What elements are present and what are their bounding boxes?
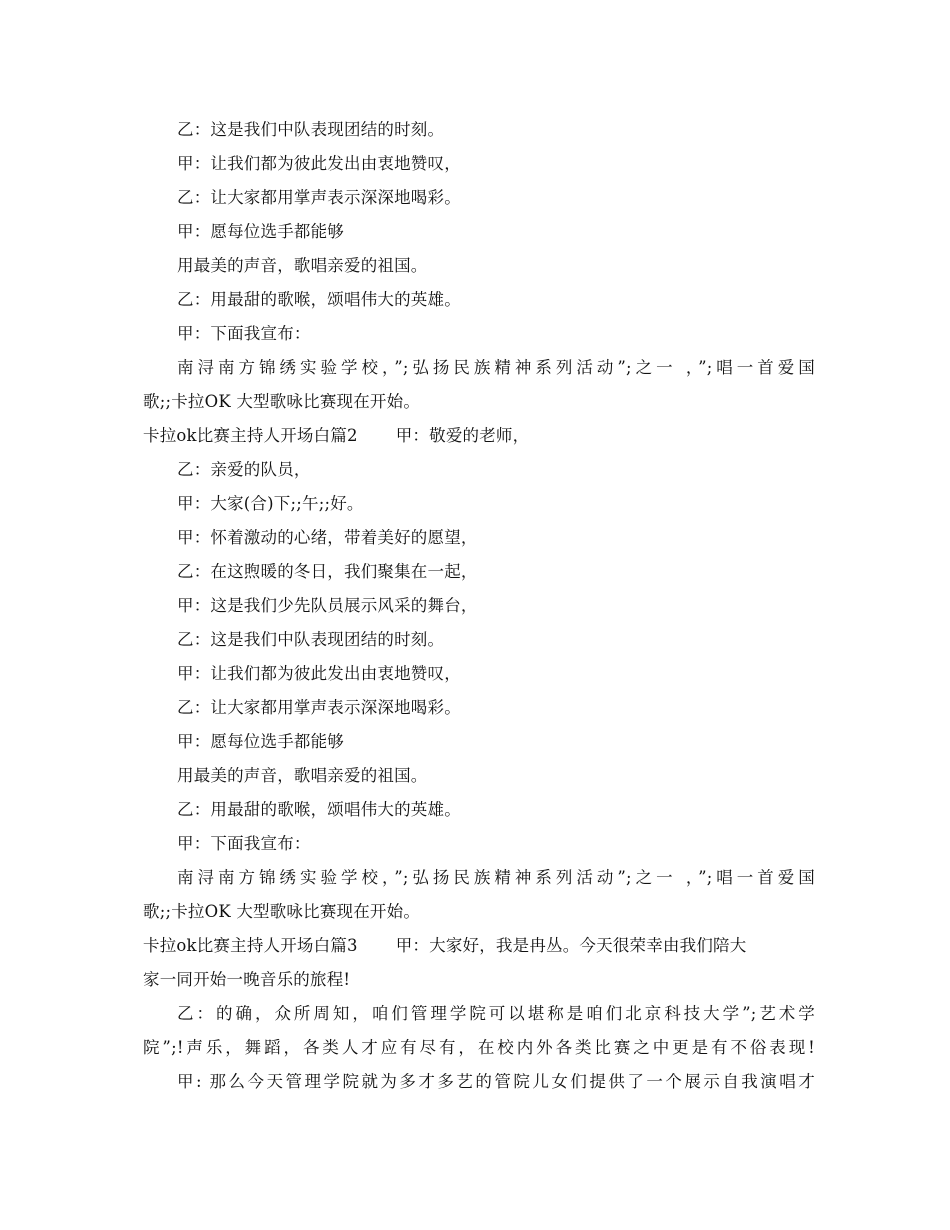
dialogue-line: 甲：怀着激动的心绪，带着美好的愿望， (177, 528, 478, 547)
document-body (143, 113, 815, 1099)
section-heading: 卡拉ok比赛主持人开场白篇3 (143, 936, 358, 955)
dialogue-line: 乙：亲爱的队员， (177, 460, 311, 479)
dialogue-line: 乙：用最甜的歌喉，颂唱伟大的英雄。 (177, 290, 461, 309)
dialogue-line: 甲：让我们都为彼此发出由衷地赞叹， (177, 154, 461, 173)
dialogue-line: 乙：让大家都用掌声表示深深地喝彩。 (177, 188, 461, 207)
section-heading-row (143, 929, 815, 963)
section-heading: 卡拉ok比赛主持人开场白篇2 (143, 426, 358, 445)
dialogue-line-continued: 家一同开始一晚音乐的旅程! (143, 970, 351, 989)
dialogue-line: 用最美的声音，歌唱亲爱的祖国。 (177, 256, 428, 275)
dialogue-line: 用最美的声音，歌唱亲爱的祖国。 (177, 766, 428, 785)
dialogue-line-continued: 院”;!声乐，舞蹈，各类人才应有尽有，在校内外各类比赛之中更是有不俗表现! (143, 1038, 815, 1057)
dialogue-line: 甲：愿每位选手都能够 (177, 222, 344, 241)
section-heading-row (143, 419, 815, 453)
dialogue-line: 甲：下面我宣布： (177, 834, 311, 853)
dialogue-line: 甲：大家好，我是冉丛。今天很荣幸由我们陪大 (395, 936, 747, 955)
dialogue-line: 乙：这是我们中队表现团结的时刻。 (177, 630, 445, 649)
dialogue-line: 乙：在这煦暖的冬日，我们聚集在一起， (177, 562, 478, 581)
dialogue-line: 甲: 那么今天管理学院就为多才多艺的管院儿女们提供了一个展示自我演唱才 (177, 1072, 815, 1091)
dialogue-line: 甲：下面我宣布： (177, 324, 311, 343)
dialogue-line: 乙：这是我们中队表现团结的时刻。 (177, 120, 445, 139)
dialogue-line: 乙：的确，众所周知，咱们管理学院可以堪称是咱们北京科技大学”;艺术学 (177, 1004, 815, 1023)
dialogue-line: 甲：这是我们少先队员展示风采的舞台， (177, 596, 478, 615)
announcement-line: 南浔南方锦绣实验学校，”;弘扬民族精神系列活动”;之一 ，”;唱一首爱国 (177, 358, 815, 377)
dialogue-line: 甲：愿每位选手都能够 (177, 732, 344, 751)
dialogue-line: 甲：大家(合)下;;午;;好。 (177, 494, 364, 513)
dialogue-line: 甲：让我们都为彼此发出由衷地赞叹， (177, 664, 461, 683)
announcement-line-continued: 歌;;卡拉OK 大型歌咏比赛现在开始。 (143, 902, 421, 921)
announcement-line-continued: 歌;;卡拉OK 大型歌咏比赛现在开始。 (143, 392, 421, 411)
dialogue-line: 甲：敬爱的老师， (395, 426, 530, 445)
dialogue-line: 乙：让大家都用掌声表示深深地喝彩。 (177, 698, 461, 717)
dialogue-line: 乙：用最甜的歌喉，颂唱伟大的英雄。 (177, 800, 461, 819)
announcement-line: 南浔南方锦绣实验学校，”;弘扬民族精神系列活动”;之一 ，”;唱一首爱国 (177, 868, 815, 887)
